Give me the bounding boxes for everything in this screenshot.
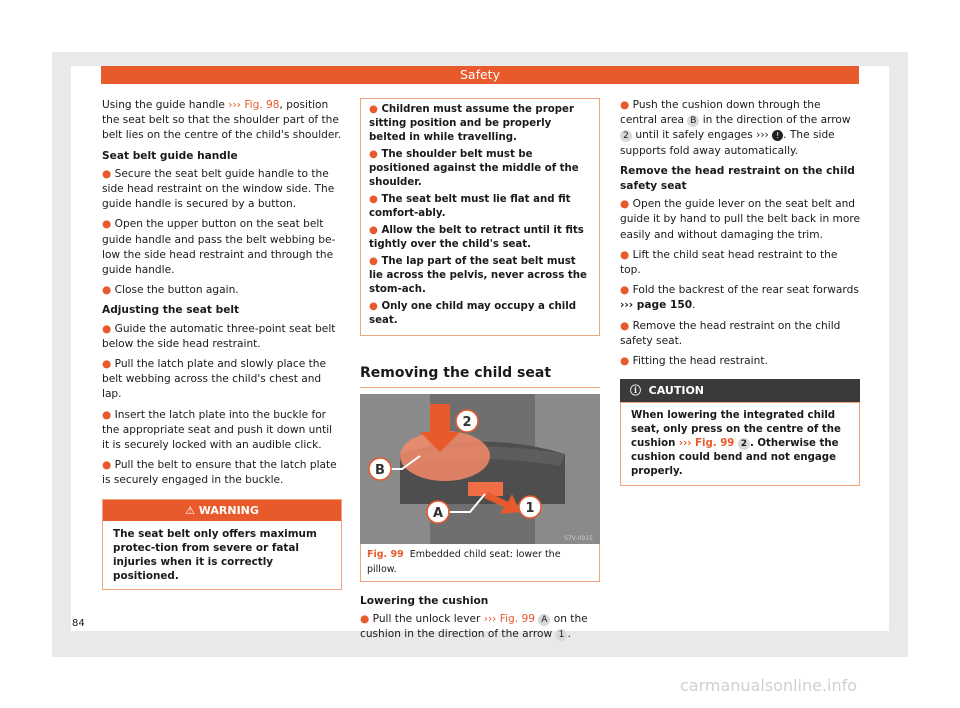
bullet-icon: ● [102,284,115,297]
bullet-icon: ● [620,355,633,368]
caution-icon: ⓘ [630,384,649,398]
bullet-icon: ● [369,194,382,205]
section-header: Safety [101,66,859,84]
bullet-item: ● Secure the seat belt guide handle to the side head restraint on the window side. The guide handle is secured by a button. [102,167,335,211]
bullet-icon: ● [102,322,115,335]
warning-item: ● The lap part of the seat belt must lie across the pelvis, never across the stom-ach. [369,256,587,295]
bullet-icon: ● [102,218,115,231]
subheading-lowering: Lowering the cushion [360,594,489,607]
bullet-item: ● Close the button again. [102,284,239,297]
caution-header: ⓘ CAUTION [620,379,860,402]
watermark: carmanualsonline.info [680,676,858,695]
fig-99-caution-link[interactable]: ››› Fig. 99 [678,438,735,450]
warning-item: ● The shoulder belt must be positioned against the middle of the shoulder. [369,149,579,188]
page-number: 84 [72,618,85,629]
bullet-icon: ● [369,256,382,267]
bullet-icon: ● [369,225,382,236]
bullet-item: ● Fold the backrest of the rear seat forwards ››› page 150. [620,284,859,312]
bullet-icon: ● [369,104,382,115]
caution-body: When lowering the integrated child seat, only press on the centre of the cushion ››› Fig. 99 2 . Otherwise the cushion could bend and not engage properly. [620,402,860,486]
bullet-icon: ● [102,408,115,421]
bullet-item: ● Fitting the head restraint. [620,355,768,368]
section-title: Removing the child seat [360,366,600,388]
fig-label-a: A [432,506,444,522]
bullet-item: ● Lift the child seat head restraint to the top. [620,248,838,277]
warning-continuation-box [360,98,600,336]
warning-item: ● The seat belt must lie flat and fit comfort-ably. [369,194,571,219]
warning-header: ⚠ WARNING [103,500,341,521]
label-2-badge: 2 [738,438,750,450]
figure-caption: Fig. 99 Embedded child seat: lower the pillow. [360,544,600,581]
bullet-item: ● Open the guide lever on the seat belt and guide it by hand to pull the belt back in more easily and without damaging the trim. [620,198,860,241]
warning-item: ● Allow the belt to retract until it fits tightly over the child's seat. [369,225,584,250]
bullet-item: ● Push the cushion down through the central area B in the direction of the arrow 2 until it safely engages ››› ! . The side supports fold away automatically. [620,99,851,157]
bullet-icon: ● [620,319,633,332]
bullet-item: ● Guide the automatic three-point seat belt below the side head restraint. [102,322,336,350]
bullet-item: ● Insert the latch plate into the buckle for the appropriate seat and push it down until it is securely locked with an audible click. [102,408,333,452]
fig-label-1: 1 [525,501,535,517]
bullet-icon: ● [620,248,633,261]
subheading-remove-head-restraint: Remove the head restraint on the child safety seat [620,164,855,193]
fig-99-link[interactable]: ››› Fig. 99 [483,612,535,625]
subheading-adjusting: Adjusting the seat belt [102,304,240,317]
subheading-guide-handle: Seat belt guide handle [102,149,238,162]
warning-item: ● Only one child may occupy a child seat. [369,301,577,326]
bullet-item: ● Pull the unlock lever ››› Fig. 99 A on the cushion in the direction of the arrow 1 . [360,612,588,641]
bullet-icon: ● [369,149,382,160]
bullet-item: ● Pull the belt to ensure that the latch plate is securely engaged in the buckle. [102,459,337,487]
column-3 [620,98,860,486]
page-150-link[interactable]: ››› page 150 [620,299,693,312]
warning-item: ● Children must assume the proper sitting position and be properly belted in while travelling. [369,104,574,143]
exclamation-icon: ! [772,130,783,141]
bullet-icon: ● [620,99,633,111]
bullet-item: ● Pull the latch plate and slowly place the belt webbing across the child's chest and lap. [102,358,326,401]
bullet-icon: ● [102,358,115,371]
label-b-badge: B [687,115,699,127]
bullet-icon: ● [620,284,633,297]
bullet-icon: ● [620,198,633,211]
label-2-badge: 2 [620,130,632,142]
column-1 [102,98,342,590]
bullet-icon: ● [102,167,115,180]
bullet-icon: ● [102,459,115,472]
figure-99 [360,394,600,544]
figure-code: S7V-0915 [564,535,593,543]
bullet-icon: ● [360,612,373,625]
caption-ref: Fig. 99 [367,549,404,561]
fig-98-link[interactable]: ››› Fig. 98 [228,99,280,111]
warning-box [102,499,342,590]
bullet-item: ● Open the upper button on the seat belt guide handle and pass the belt webbing be-low the side head restraint and through the guide handle. [102,218,336,277]
fig-label-2: 2 [462,415,472,431]
intro-paragraph: Using the guide handle ››› Fig. 98, position the seat belt so that the shoulder part of the belt lies on the centre of the child's shoulder. [102,99,342,142]
warning-body: The seat belt only offers maximum protec-tion from severe or fatal injuries when it is correctly positioned. [113,527,317,582]
seat-illustration [360,394,600,544]
warning-triangle-icon: ⚠ [185,503,199,517]
fig-label-b: B [375,463,385,479]
label-a-badge: A [538,614,550,626]
bullet-item: ● Remove the head restraint on the child safety seat. [620,319,841,347]
bullet-icon: ● [369,301,382,312]
label-1-badge: 1 [555,629,567,641]
column-2 [360,98,600,647]
